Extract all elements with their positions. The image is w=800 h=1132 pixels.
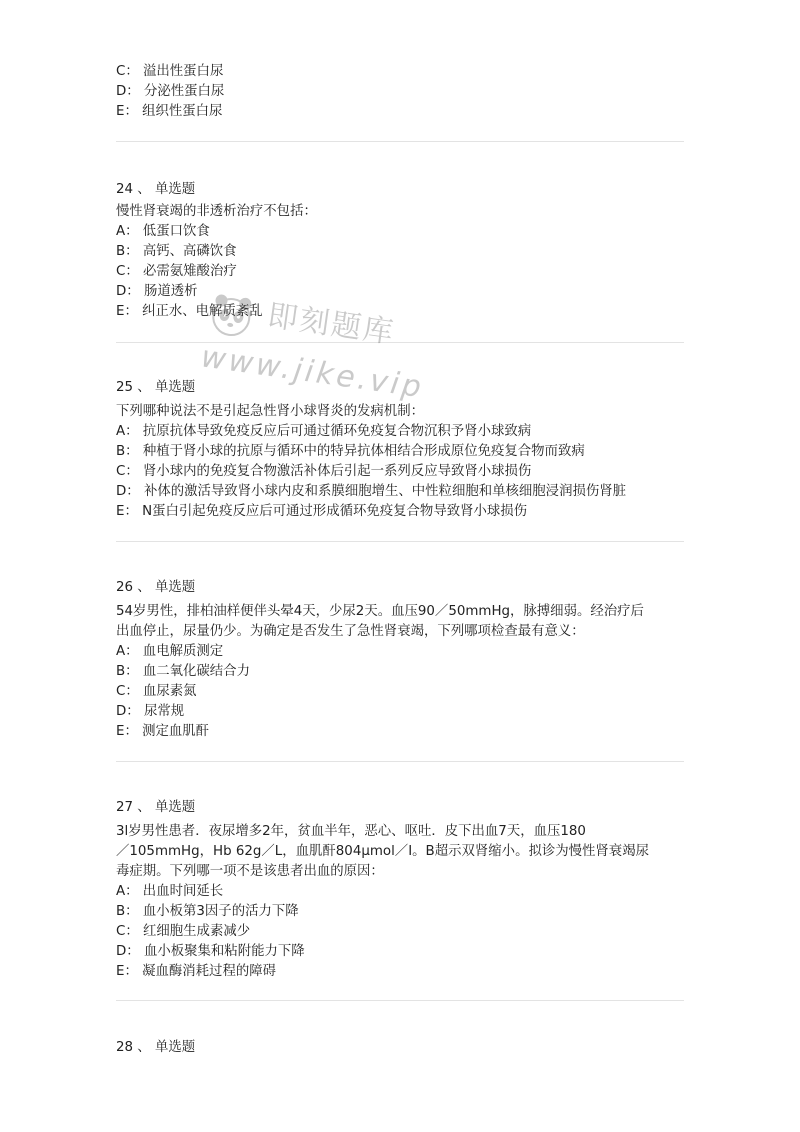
question-stem-line-2: 出血停止，尿量仍少。为确定是否发生了急性肾衰竭，下列哪项检查最有意义： <box>116 624 585 639</box>
option-d: D： 补体的激活导致肾小球内皮和系膜细胞增生、中性粒细胞和单核细胞浸润损伤肾脏 <box>116 484 627 499</box>
option-d: D： 血小板聚集和粘附能力下降 <box>116 944 305 959</box>
option-a: A： 血电解质测定 <box>116 644 224 659</box>
option-c: C： 必需氨雉酸治疗 <box>116 264 237 279</box>
option-a: A： 抗原抗体导致免疫反应后可通过循环免疫复合物沉积予肾小球致病 <box>116 424 532 439</box>
watermark-url: www.jike.vip <box>199 339 427 406</box>
question-stem-line-1: 54岁男性，排柏油样便伴头晕4天，少尿2天。血压90／50mmHg，脉搏细弱。经治疗后 <box>116 604 644 619</box>
divider <box>116 1000 684 1001</box>
option-d: D： 分泌性蛋白尿 <box>116 84 225 99</box>
option-e: E： 组织性蛋白尿 <box>116 104 223 119</box>
question-stem-line-3: 毒症期。下列哪一项不是该患者出血的原因： <box>116 864 384 879</box>
option-d: D： 肠道透析 <box>116 284 198 299</box>
question-stem: 慢性肾衰竭的非透析治疗不包括： <box>116 204 317 219</box>
divider <box>116 141 684 142</box>
option-e: E： 纠正水、电解质紊乱 <box>116 304 263 319</box>
question-header: 25 、 单选题 <box>116 380 196 395</box>
divider <box>116 761 684 762</box>
option-b: B： 高钙、高磷饮食 <box>116 244 237 259</box>
question-header: 24 、 单选题 <box>116 182 196 197</box>
question-stem: 下列哪种说法不是引起急性肾小球肾炎的发病机制： <box>116 404 424 419</box>
option-b: B： 种植于肾小球的抗原与循环中的特异抗体相结合形成原位免疫复合物而致病 <box>116 444 585 459</box>
panda-logo-icon <box>204 288 258 342</box>
question-stem-line-2: ／105mmHg，Hb 62g／L，血肌酐804μmol／I。B超示双肾缩小。拟诊为慢性肾衰竭尿 <box>116 844 649 859</box>
question-header: 27 、 单选题 <box>116 800 196 815</box>
watermark-brand: 即刻题库 <box>265 298 398 351</box>
option-c: C： 溢出性蛋白尿 <box>116 64 224 79</box>
divider <box>116 541 684 542</box>
option-e: E： N蛋白引起免疫反应后可通过形成循环免疫复合物导致肾小球损伤 <box>116 504 528 519</box>
option-b: B： 血小板第3因子的活力下降 <box>116 904 299 919</box>
option-c: C： 血尿素氮 <box>116 684 197 699</box>
option-a: A： 出血时间延长 <box>116 884 224 899</box>
option-a: A： 低蛋口饮食 <box>116 224 210 239</box>
question-stem-line-1: 3l岁男性患者．夜尿增多2年，贫血半年，恶心、呕吐．皮下出血7天，血压180 <box>116 824 586 839</box>
question-header: 26 、 单选题 <box>116 580 196 595</box>
option-e: E： 测定血肌酐 <box>116 724 210 739</box>
option-b: B： 血二氧化碳结合力 <box>116 664 250 679</box>
option-d: D： 尿常规 <box>116 704 185 719</box>
option-e: E： 凝血酶消耗过程的障碍 <box>116 964 277 979</box>
question-header: 28 、 单选题 <box>116 1040 196 1055</box>
option-c: C： 红细胞生成素减少 <box>116 924 251 939</box>
option-c: C： 肾小球内的免疫复合物激活补体后引起一系列反应导致肾小球损伤 <box>116 464 532 479</box>
